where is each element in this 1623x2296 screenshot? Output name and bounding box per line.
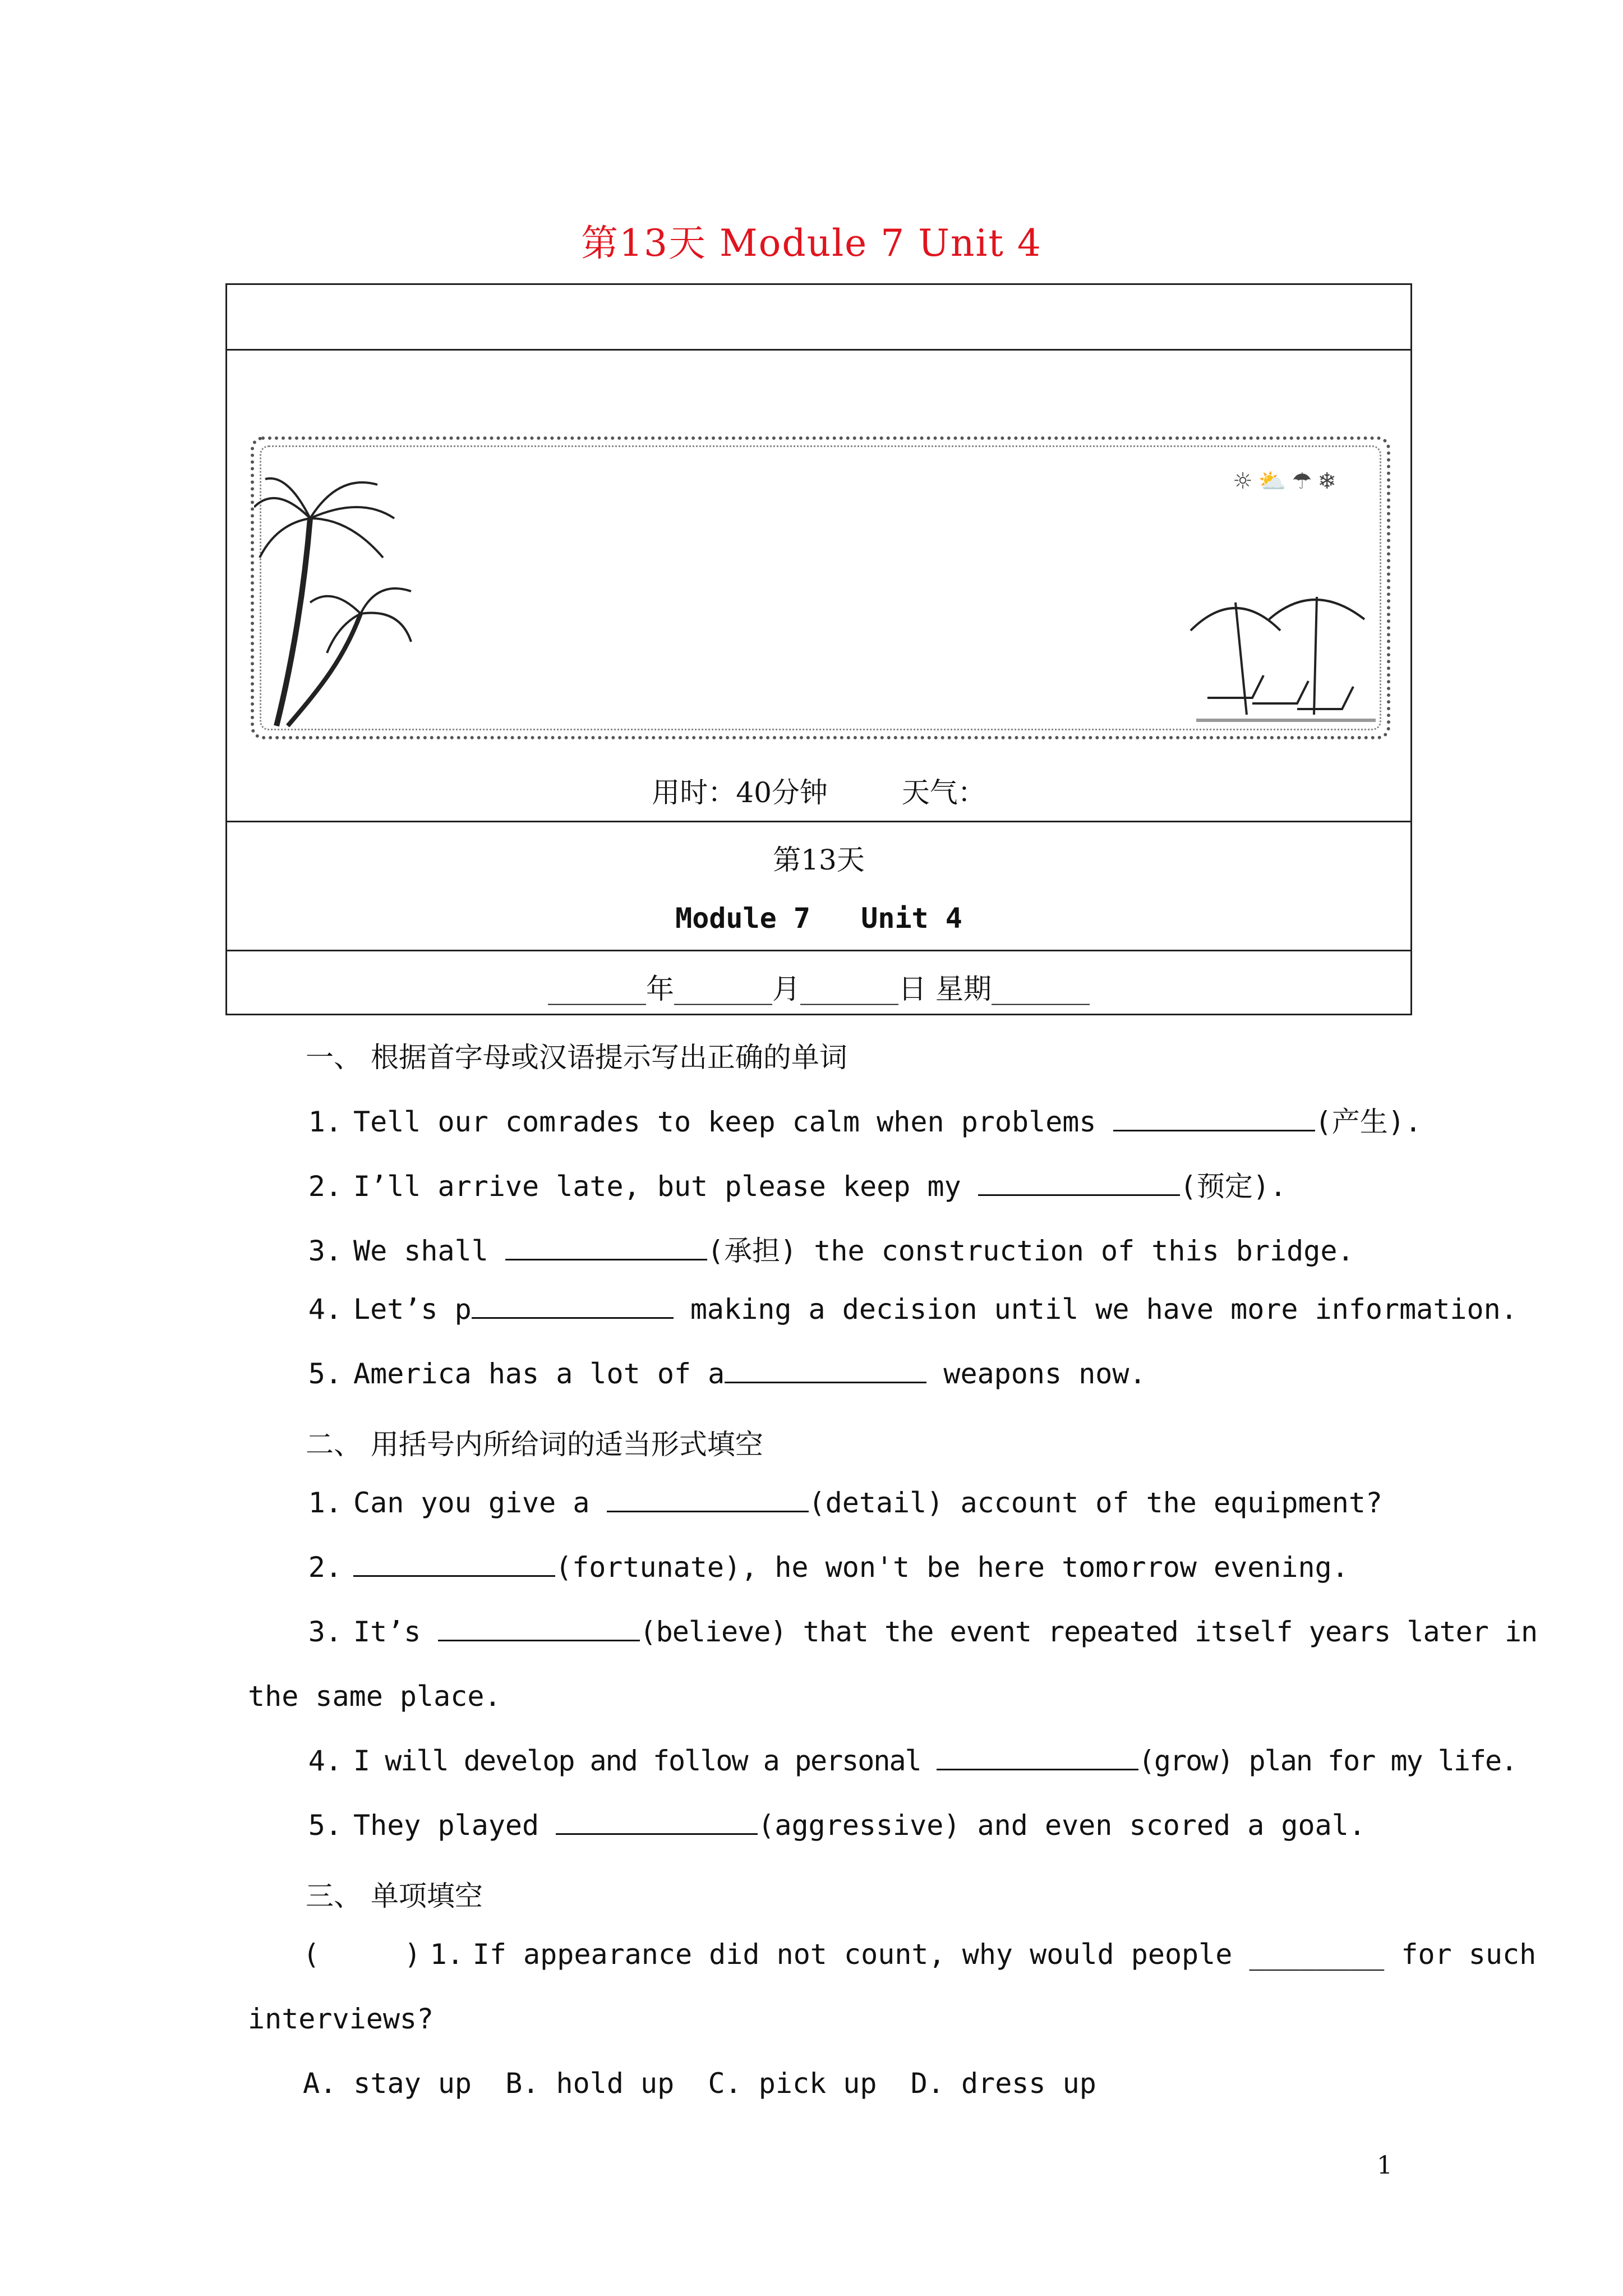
snow-icon: ❄ xyxy=(1317,468,1342,494)
page-title: 第13天 Module 7 Unit 4 xyxy=(581,222,1042,265)
answer-blank[interactable] xyxy=(937,1746,1138,1770)
question-item xyxy=(303,1809,1366,1842)
weather-icons xyxy=(1233,468,1342,494)
answer-blank[interactable] xyxy=(505,1236,707,1260)
question-text: It’s xyxy=(353,1616,438,1648)
answer-blank[interactable] xyxy=(438,1617,640,1641)
date-line: _______年_______月_______日 星期_______ xyxy=(548,973,1090,1005)
answer-blank[interactable] xyxy=(1113,1107,1315,1131)
answer-blank[interactable] xyxy=(556,1811,758,1835)
answer-blank[interactable] xyxy=(978,1172,1180,1196)
question-text: Tell our comrades to keep calm when problems xyxy=(353,1106,1113,1138)
question-number: 2. xyxy=(308,1170,342,1203)
question-number: 1. xyxy=(430,1938,464,1971)
section-heading: 二、 用括号内所给词的适当形式填空 xyxy=(306,1428,763,1461)
question-text: (aggressive) and even scored a goal. xyxy=(758,1809,1366,1842)
question-item xyxy=(303,1487,1382,1519)
question-text: weapons now. xyxy=(926,1358,1146,1390)
day-label: 第13天 xyxy=(773,844,865,876)
weather-label: 天气： xyxy=(901,776,986,809)
question-text: Let’s p xyxy=(353,1293,472,1326)
question-text: (产生). xyxy=(1315,1106,1422,1138)
question-continuation: the same place. xyxy=(248,1680,501,1713)
question-text: Can you give a xyxy=(353,1487,607,1519)
partly-cloudy-icon: ⛅ xyxy=(1258,468,1292,494)
sun-icon: ☼ xyxy=(1232,468,1258,494)
decorative-banner xyxy=(251,436,1390,739)
question-number: 5. xyxy=(308,1809,342,1842)
question-text: America has a lot of a xyxy=(353,1358,725,1390)
question-continuation: interviews? xyxy=(248,2003,434,2035)
beach-umbrella-icon xyxy=(1185,586,1387,731)
question-text: If appearance did not count, why would people ________ for such xyxy=(472,1938,1537,1971)
question-number: 1. xyxy=(308,1487,342,1519)
divider xyxy=(227,349,1410,351)
palm-trees-icon xyxy=(254,473,422,731)
section-heading: 一、 根据首字母或汉语提示写出正确的单词 xyxy=(306,1041,847,1074)
answer-blank[interactable] xyxy=(607,1488,809,1512)
question-text: They played xyxy=(353,1809,556,1842)
question-number: 4. xyxy=(308,1293,342,1326)
section-heading: 三、 单项填空 xyxy=(306,1880,483,1912)
question-text: making a decision until we have more information. xyxy=(673,1293,1518,1326)
question-number: 1. xyxy=(308,1106,342,1138)
question-text: I’ll arrive late, but please keep my xyxy=(353,1170,978,1203)
answer-blank[interactable] xyxy=(725,1359,926,1383)
question-item xyxy=(303,1228,1354,1269)
answer-bracket[interactable]: ( ) xyxy=(303,1938,421,1971)
time-label: 用时：40分钟 xyxy=(652,776,828,809)
question-item xyxy=(303,1099,1422,1140)
answer-blank[interactable] xyxy=(472,1295,674,1319)
answer-options: A. stay up B. hold up C. pick up D. dress up xyxy=(303,2067,1096,2100)
answer-blank[interactable] xyxy=(353,1553,555,1577)
question-text: (detail) account of the equipment? xyxy=(808,1487,1383,1519)
time-weather-row xyxy=(227,770,1410,811)
question-text: (fortunate), he won't be here tomorrow evening. xyxy=(555,1551,1349,1584)
divider xyxy=(227,950,1410,951)
question-item xyxy=(303,1745,1516,1777)
question-text: (预定). xyxy=(1179,1170,1287,1203)
page-number: 1 xyxy=(1377,2151,1393,2180)
question-number: 3. xyxy=(308,1235,342,1267)
multiple-choice-question xyxy=(303,1938,1536,1971)
question-text: (承担) the construction of this bridge. xyxy=(707,1235,1354,1267)
rain-icon: ☂ xyxy=(1292,468,1318,494)
question-number: 2. xyxy=(308,1551,342,1584)
question-item xyxy=(303,1164,1287,1204)
question-item xyxy=(303,1358,1146,1390)
question-number: 3. xyxy=(308,1616,342,1648)
question-text: I will develop and follow a personal xyxy=(353,1745,937,1777)
question-number: 4. xyxy=(308,1745,342,1777)
header-frame xyxy=(225,283,1412,1015)
question-item xyxy=(303,1616,1537,1648)
question-text: We shall xyxy=(353,1235,505,1267)
question-text: (grow) plan for my life. xyxy=(1138,1745,1517,1777)
divider xyxy=(227,821,1410,822)
question-item xyxy=(303,1293,1518,1326)
module-label: Module 7 Unit 4 xyxy=(675,902,962,935)
question-number: 5. xyxy=(308,1358,342,1390)
question-item xyxy=(303,1551,1349,1584)
question-text: (believe) that the event repeated itself years later in xyxy=(639,1616,1538,1648)
